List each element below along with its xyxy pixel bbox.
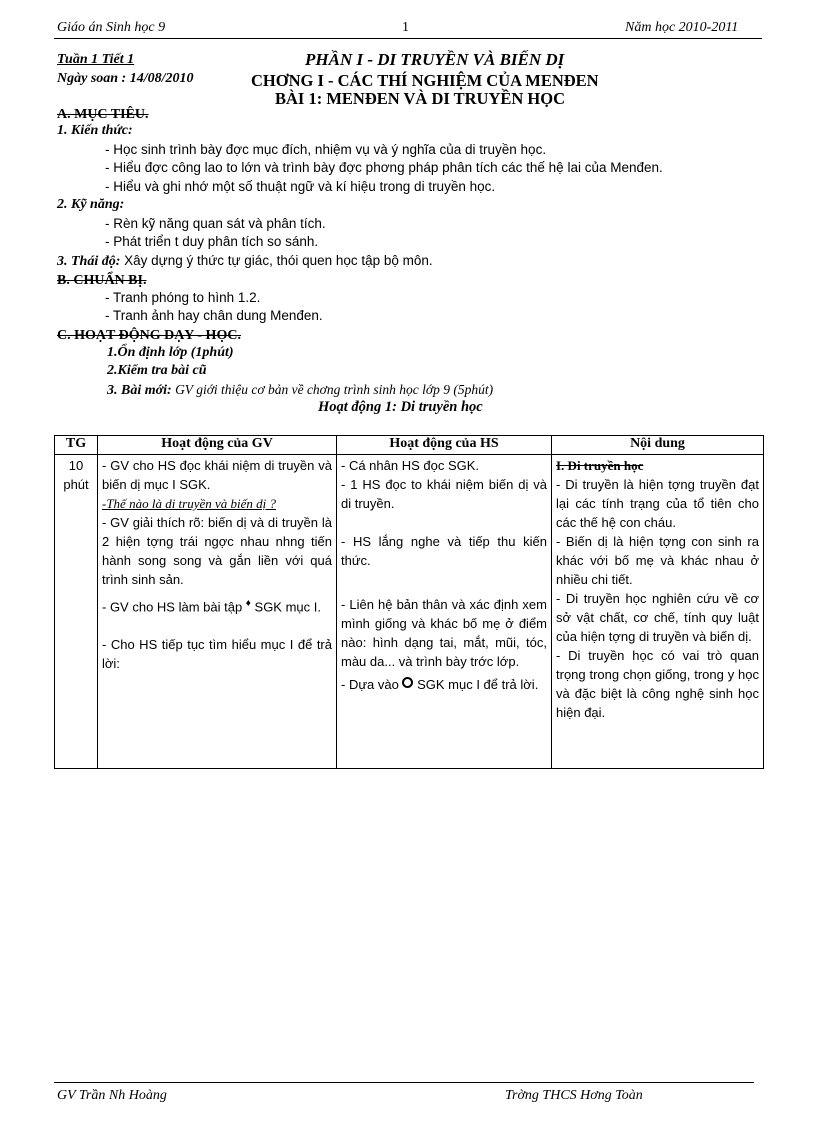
step-3-label: 3. Bài mới: bbox=[107, 383, 172, 398]
attitude-text: Xây dựng ý thức tự giác, thói quen học tập bộ môn. bbox=[120, 253, 433, 268]
student-cell bbox=[337, 455, 552, 769]
content-cell bbox=[552, 455, 764, 769]
prep-item: - Tranh phóng to hình 1.2. bbox=[105, 290, 261, 305]
step-1: 1.Ổn định lớp (1phút) bbox=[107, 345, 234, 360]
col-header-content: Nội dung bbox=[552, 436, 764, 455]
teacher-question: -Thế nào là di truyền và biến dị ? bbox=[102, 496, 277, 511]
footer-rule bbox=[54, 1082, 754, 1083]
skills-item: - Phát triển t duy phân tích so sánh. bbox=[105, 234, 319, 249]
student-exercise-tail: SGK mục I để trả lời. bbox=[413, 677, 539, 692]
header-rule bbox=[54, 38, 762, 39]
section-c-title: C. HOẠT ĐỘNG DẠY - HỌC. bbox=[57, 328, 241, 343]
week-label: Tuần 1 Tiết 1 bbox=[57, 52, 135, 67]
content-paragraph: - Di truyền học có vai trò quan trọng trong chọn giống, trong y học và đặc biệt là công nghệ sinh học hiện đại. bbox=[556, 648, 759, 720]
content-heading: I. Di truyền học bbox=[556, 458, 644, 473]
lesson-title: BÀI 1: MENĐEN VÀ DI TRUYỀN HỌC bbox=[275, 89, 565, 108]
time-value: 10 bbox=[68, 458, 84, 473]
time-cell bbox=[55, 455, 98, 769]
footer-right: Trờng THCS Hơng Toàn bbox=[505, 1088, 643, 1103]
table-row bbox=[55, 455, 764, 769]
col-header-student: Hoạt động của HS bbox=[337, 436, 552, 455]
content-paragraph: - Biến dị là hiện tợng con sinh ra khác với bố mẹ và khác nhau ở nhiều chi tiết. bbox=[556, 534, 759, 587]
attitude-title: 3. Thái độ: bbox=[57, 254, 121, 269]
skills-item: - Rèn kỹ năng quan sát và phân tích. bbox=[105, 216, 326, 231]
activity-title: Hoạt động 1: Di truyền học bbox=[318, 399, 483, 415]
teacher-cell bbox=[98, 455, 337, 769]
content-paragraph: - Di truyền là hiện tợng truyền đạt lại các tính trạng của tổ tiên cho các thế hệ con cháu. bbox=[556, 477, 759, 530]
student-activity: - Liên hệ bản thân và xác định xem mình giống và khác bố mẹ ở điểm nào: hình dạng tai, mắt, mũi, tóc, màu da... và trình bày trớc lớp. bbox=[341, 597, 547, 669]
teacher-exercise-tail: SGK mục I. bbox=[250, 599, 321, 615]
teacher-activity: - GV cho HS đọc khái niệm di truyền và biến dị mục I SGK. bbox=[102, 458, 332, 492]
teacher-activity: - GV giải thích rõ: biến dị và di truyền là 2 hiện tợng trái ngợc nhau nhng tiến hành song song và gắn liền với quá trình sinh sản. bbox=[102, 515, 332, 587]
teacher-activity: - Cho HS tiếp tục tìm hiểu mục I để trả lời: bbox=[102, 637, 332, 672]
student-exercise bbox=[341, 675, 547, 694]
knowledge-item: - Hiểu và ghi nhớ một số thuật ngữ và kí hiệu trong di truyền học. bbox=[105, 179, 496, 194]
step-3-text: GV giới thiệu cơ bản về chơng trình sinh học lớp 9 (5phút) bbox=[171, 382, 494, 397]
knowledge-item: - Hiểu đợc công lao to lớn và trình bày đợc phơng pháp phân tích các thế hệ lai của Menđen. bbox=[105, 160, 663, 175]
attitude-line bbox=[57, 252, 433, 270]
step-3 bbox=[107, 381, 493, 399]
footer-left: GV Trần Nh Hoàng bbox=[57, 1088, 167, 1103]
knowledge-title: 1. Kiến thức: bbox=[57, 123, 133, 138]
knowledge-item: - Học sinh trình bày đợc mục đích, nhiệm vụ và ý nghĩa của di truyền học. bbox=[105, 142, 547, 157]
col-header-time: TG bbox=[55, 436, 98, 455]
diamond-icon: ♦ bbox=[245, 598, 251, 609]
activity-table bbox=[54, 435, 764, 769]
date-label: Ngày soan : 14/08/2010 bbox=[57, 71, 194, 86]
header-left: Giáo án Sinh học 9 bbox=[57, 20, 166, 35]
col-header-teacher: Hoạt động của GV bbox=[98, 436, 337, 455]
section-b-title: B. CHUẨN BỊ. bbox=[57, 273, 147, 288]
student-activity: - Cá nhân HS đọc SGK. bbox=[341, 458, 480, 473]
student-activity: - HS lắng nghe và tiếp thu kiến thức. bbox=[341, 534, 547, 568]
prep-item: - Tranh ảnh hay chân dung Menđen. bbox=[105, 308, 323, 323]
student-exercise-text: - Dựa vào bbox=[341, 677, 399, 692]
table-header-row bbox=[55, 436, 764, 455]
teacher-exercise-text: - GV cho HS làm bài tập bbox=[102, 599, 243, 615]
teacher-exercise bbox=[102, 594, 332, 616]
section-a-title: A. MỤC TIÊU. bbox=[57, 107, 149, 122]
header-page-number: 1 bbox=[402, 20, 409, 35]
skills-title: 2. Kỹ năng: bbox=[57, 197, 125, 212]
chapter-title: CHƠNG I - CÁC THÍ NGHIỆM CỦA MENĐEN bbox=[251, 71, 599, 90]
circle-icon bbox=[402, 677, 413, 688]
time-unit: phút bbox=[63, 477, 89, 492]
part-title: PHẦN I - DI TRUYỀN VÀ BIẾN DỊ bbox=[305, 50, 565, 69]
student-activity: - 1 HS đọc to khái niệm biến dị và di truyền. bbox=[341, 477, 547, 511]
content-paragraph: - Di truyền học nghiên cứu về cơ sở vật chất, cơ chế, tính quy luật của hiện tợng di truyền và biến dị. bbox=[556, 591, 759, 644]
step-2: 2.Kiểm tra bài cũ bbox=[107, 363, 207, 378]
header-right: Năm học 2010-2011 bbox=[625, 20, 739, 35]
